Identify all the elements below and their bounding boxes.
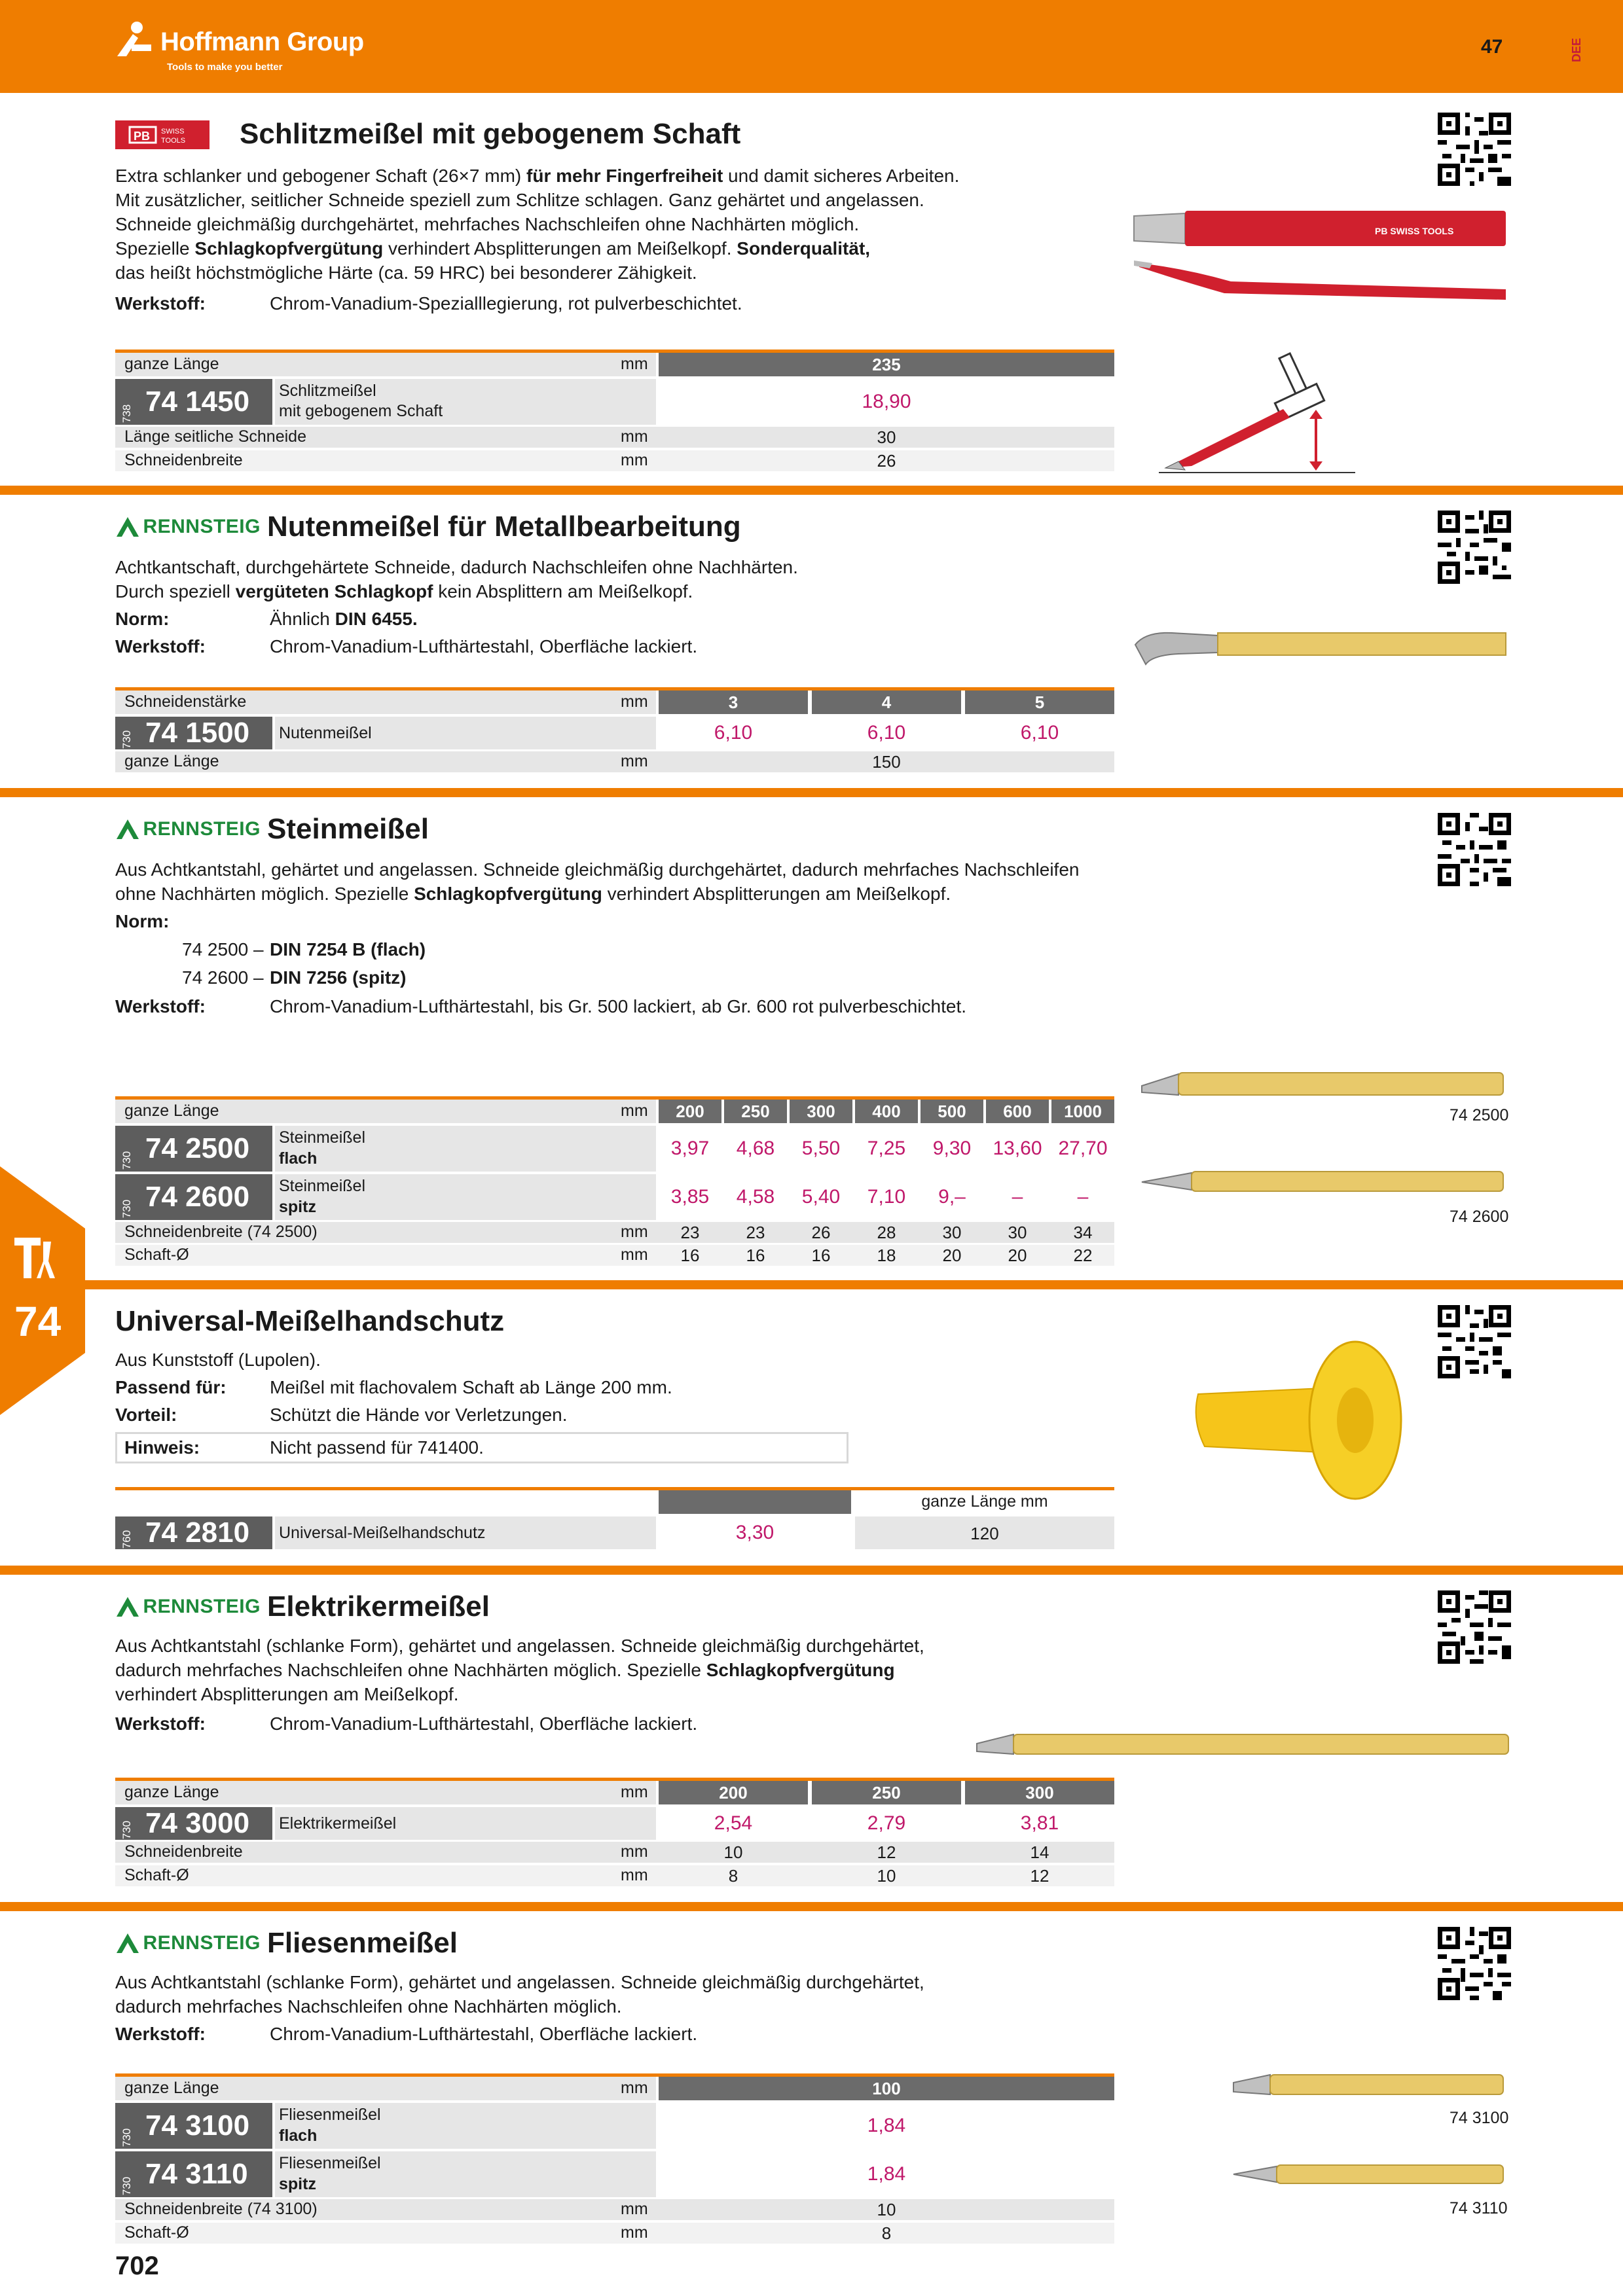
norm-value: Ähnlich DIN 6455. — [270, 609, 418, 629]
row-label: Schneidenbreite — [124, 1842, 243, 1861]
rennsteig-logo-icon — [115, 818, 140, 840]
language-code: DEE — [1570, 38, 1583, 63]
cell-value: 20 — [1008, 1246, 1027, 1265]
cell-value: 28 — [877, 1223, 896, 1242]
section-title-steinmeissel: Steinmeißel — [267, 813, 429, 845]
cell-value: 10 — [877, 1866, 896, 1886]
price: 2,79 — [867, 1812, 906, 1834]
article-number: 760 74 2810 — [115, 1516, 272, 1549]
row-unit: mm — [621, 1866, 648, 1884]
section-title-schlitzmeissel: Schlitzmeißel mit gebogenem Schaft — [240, 118, 741, 150]
article-number: 738 74 1450 — [115, 379, 272, 425]
price: 1,84 — [867, 2115, 906, 2136]
cell-value: 10 — [723, 1842, 743, 1862]
row-unit: mm — [621, 692, 648, 711]
norm-value: DIN 7256 (spitz) — [270, 967, 407, 988]
svg-text:SWISS: SWISS — [161, 128, 185, 135]
cell-value: 8 — [881, 2223, 892, 2243]
hinweis-value: Nicht passend für 741400. — [270, 1437, 484, 1458]
werkstoff-label: Werkstoff: — [115, 293, 206, 314]
cell-value: 16 — [811, 1246, 831, 1265]
section-separator — [0, 1902, 1623, 1911]
row-unit: mm — [621, 1842, 648, 1861]
article-number: 730 74 2600 — [115, 1174, 272, 1220]
size-header: 3 — [659, 691, 808, 714]
section-description: Aus Achtkantstahl, gehärtet und angelassen. Schneide gleichmäßig durchgehärtet, dadurch mehrfaches Nachschleifen ohne Nachhärten möglich. Spezielle Schlagkopfvergütung verhindert Absplitterungen am Meißelkopf. — [115, 859, 1080, 904]
article-name: Steinmeißel flach — [279, 1128, 365, 1168]
row-label: Schaft-Ø — [124, 1246, 189, 1264]
cell-value: 10 — [877, 2200, 896, 2219]
section-title-fliesenmeissel: Fliesenmeißel — [267, 1927, 458, 1959]
price: 13,60 — [993, 1138, 1042, 1159]
row-unit: mm — [621, 752, 648, 770]
row-label: Schneidenbreite — [124, 451, 243, 469]
size-header: 1000 — [1051, 1100, 1114, 1123]
brand-tagline: Tools to make you better — [167, 62, 283, 73]
section-description: Achtkantschaft, durchgehärtete Schneide, dadurch Nachschleifen ohne Nachhärten. Durch speziell vergüteten Schlagkopf kein Absplittern am Meißelkopf. — [115, 557, 798, 601]
row-unit: mm — [621, 1246, 648, 1264]
section-description: Aus Kunststoff (Lupolen). — [115, 1350, 321, 1370]
rennsteig-logo: RENNSTEIG — [115, 516, 261, 538]
price: 9,– — [938, 1186, 966, 1208]
row-label: ganze Länge — [124, 752, 219, 770]
cell-value: 12 — [1030, 1866, 1049, 1886]
image-label: 74 2600 — [1450, 1208, 1509, 1226]
row-unit: mm — [621, 1102, 648, 1120]
werkstoff-value: Chrom-Vanadium-Spezialllegierung, rot pulverbeschichtet. — [270, 293, 742, 314]
size-header: 300 — [965, 1781, 1114, 1804]
price: 7,10 — [867, 1186, 906, 1208]
qr-code-icon — [1438, 511, 1511, 584]
row-label: Schaft-Ø — [124, 2223, 189, 2242]
price: 3,81 — [1020, 1812, 1059, 1834]
price: 18,90 — [862, 391, 911, 412]
row-label: ganze Länge — [124, 355, 219, 373]
row-unit: mm — [621, 355, 648, 373]
cell-value: 30 — [877, 427, 896, 447]
image-label: 74 2500 — [1450, 1106, 1509, 1124]
hoffmann-logo-icon — [115, 18, 155, 59]
cell-value: 23 — [746, 1223, 765, 1242]
product-label: PB SWISS TOOLS — [1375, 226, 1454, 236]
svg-text:TOOLS: TOOLS — [161, 137, 186, 145]
hinweis-label: Hinweis: — [124, 1437, 200, 1458]
cell-value: 120 — [970, 1524, 999, 1543]
section-separator — [0, 788, 1623, 797]
cell-value: 150 — [872, 752, 901, 772]
row-unit: mm — [621, 427, 648, 446]
price: 27,70 — [1058, 1138, 1108, 1159]
cell-value: 30 — [942, 1223, 962, 1242]
section-description: Aus Achtkantstahl (schlanke Form), gehärtet und angelassen. Schneide gleichmäßig durchgehärtet, dadurch mehrfaches Nachschleifen ohne Nachhärten möglich. — [115, 1972, 924, 2017]
cell-value: 14 — [1030, 1842, 1049, 1862]
rennsteig-logo-icon — [115, 516, 140, 538]
cell-value: 8 — [728, 1866, 739, 1886]
article-number: 730 74 1500 — [115, 717, 272, 749]
row-label: Länge seitliche Schneide — [124, 427, 306, 446]
usage-diagram — [1159, 347, 1355, 478]
row-label: ganze Länge — [124, 1102, 219, 1120]
row-label: ganze Länge — [124, 2079, 219, 2097]
cell-value: 30 — [1008, 1223, 1027, 1242]
norm-value: DIN 7254 B (flach) — [270, 939, 426, 960]
price: 2,54 — [714, 1812, 753, 1834]
article-name: Universal-Meißelhandschutz — [279, 1524, 486, 1542]
cell-value: 18 — [877, 1246, 896, 1265]
row-unit: mm — [621, 1223, 648, 1241]
norm-label: Norm: — [115, 911, 170, 931]
section-separator — [0, 1280, 1623, 1289]
vorteil-value: Schützt die Hände vor Verletzungen. — [270, 1405, 568, 1425]
image-label: 74 3100 — [1450, 2109, 1509, 2127]
column-header: ganze Länge mm — [921, 1492, 1048, 1511]
product-image-schlitzmeissel — [1133, 203, 1512, 308]
image-label: 74 3110 — [1450, 2199, 1508, 2217]
size-header: 400 — [855, 1100, 918, 1123]
article-name: Fliesenmeißel spitz — [279, 2154, 381, 2193]
cell-value: 26 — [811, 1223, 831, 1242]
werkstoff-value: Chrom-Vanadium-Lufthärtestahl, Oberfläche lackiert. — [270, 1713, 698, 1734]
qr-code-icon — [1438, 113, 1511, 186]
price: 6,10 — [1020, 722, 1059, 744]
article-number: 730 74 3000 — [115, 1807, 272, 1840]
price: – — [1012, 1186, 1023, 1208]
cell-value: 16 — [680, 1246, 700, 1265]
price: 1,84 — [867, 2163, 906, 2185]
article-number: 730 74 3100 — [115, 2103, 272, 2149]
size-header: 300 — [790, 1100, 852, 1123]
rennsteig-logo: RENNSTEIG — [115, 1596, 261, 1618]
product-image-steinmeissel-flach — [1139, 1064, 1506, 1103]
qr-code-icon — [1438, 1590, 1511, 1664]
row-unit: mm — [621, 2079, 648, 2097]
article-name: Steinmeißel spitz — [279, 1177, 365, 1216]
qr-code-icon — [1438, 1927, 1511, 2000]
product-image-steinmeissel-spitz — [1139, 1165, 1506, 1198]
size-header: 500 — [921, 1100, 983, 1123]
page-number-top: 47 — [1481, 36, 1503, 58]
price: 5,50 — [801, 1138, 841, 1159]
article-name: Fliesenmeißel flach — [279, 2106, 381, 2145]
rennsteig-logo: RENNSTEIG — [115, 1932, 261, 1954]
werkstoff-value: Chrom-Vanadium-Lufthärtestahl, bis Gr. 500 lackiert, ab Gr. 600 rot pulverbeschichtet. — [270, 996, 966, 1016]
size-header: 600 — [986, 1100, 1049, 1123]
category-side-tab — [0, 1166, 85, 1415]
article-name: Nutenmeißel — [279, 724, 372, 742]
section-title-handschutz: Universal-Meißelhandschutz — [115, 1305, 505, 1337]
category-number: 74 — [14, 1298, 62, 1345]
size-header: 250 — [724, 1100, 787, 1123]
price: 3,97 — [670, 1138, 710, 1159]
product-image-fliesenmeissel-flach — [1231, 2068, 1506, 2101]
passend-value: Meißel mit flachovalem Schaft ab Länge 200 mm. — [270, 1377, 672, 1397]
size-header: 250 — [812, 1781, 961, 1804]
price: 7,25 — [867, 1138, 906, 1159]
price: 3,30 — [735, 1522, 775, 1543]
row-unit: mm — [621, 451, 648, 469]
product-image-handschutz — [1185, 1335, 1421, 1505]
price: 4,58 — [736, 1186, 775, 1208]
article-number: 730 74 3110 — [115, 2151, 272, 2197]
werkstoff-value: Chrom-Vanadium-Lufthärtestahl, Oberfläche lackiert. — [270, 636, 698, 656]
page-header — [0, 0, 1623, 93]
vorteil-label: Vorteil: — [115, 1405, 177, 1425]
size-header: 4 — [812, 691, 961, 714]
section-separator — [0, 1566, 1623, 1575]
cell-value: 16 — [746, 1246, 765, 1265]
size-header: 5 — [965, 691, 1114, 714]
row-unit: mm — [621, 2223, 648, 2242]
page-number: 702 — [115, 2251, 159, 2280]
row-label: Schneidenbreite (74 2500) — [124, 1223, 318, 1241]
price: 5,40 — [801, 1186, 841, 1208]
brand-name: Hoffmann Group — [160, 27, 364, 56]
qr-code-icon — [1438, 813, 1511, 886]
cell-value: 34 — [1073, 1223, 1093, 1242]
werkstoff-label: Werkstoff: — [115, 996, 206, 1016]
price: 6,10 — [714, 722, 753, 744]
length-header: 235 — [659, 353, 1114, 376]
werkstoff-label: Werkstoff: — [115, 636, 206, 656]
werkstoff-value: Chrom-Vanadium-Lufthärtestahl, Oberfläche lackiert. — [270, 2024, 698, 2044]
rennsteig-logo-icon — [115, 1596, 140, 1618]
section-separator — [0, 486, 1623, 495]
norm-article: 74 2600 – — [182, 967, 264, 988]
pb-swiss-tools-logo-icon — [115, 120, 210, 149]
svg-text:PB: PB — [134, 130, 151, 143]
werkstoff-label: Werkstoff: — [115, 1713, 206, 1734]
cell-value: 12 — [877, 1842, 896, 1862]
rennsteig-logo: RENNSTEIG — [115, 818, 261, 840]
article-name: Elektrikermeißel — [279, 1814, 397, 1833]
norm-label: Norm: — [115, 609, 170, 629]
pb-swiss-tools-logo — [115, 120, 210, 149]
size-header: 200 — [659, 1781, 808, 1804]
passend-label: Passend für: — [115, 1377, 227, 1397]
werkstoff-label: Werkstoff: — [115, 2024, 206, 2044]
tool-category-icon — [14, 1235, 65, 1286]
row-unit: mm — [621, 2200, 648, 2218]
norm-article: 74 2500 – — [182, 939, 264, 960]
price: – — [1077, 1186, 1089, 1208]
row-label: Schneidenstärke — [124, 692, 247, 711]
rennsteig-logo-icon — [115, 1932, 140, 1954]
length-header: 100 — [659, 2077, 1114, 2100]
product-image-nutenmeissel — [1133, 619, 1512, 671]
section-title-nutenmeissel: Nutenmeißel für Metallbearbeitung — [267, 511, 741, 543]
section-description: Aus Achtkantstahl (schlanke Form), gehärtet und angelassen. Schneide gleichmäßig durchgehärtet, dadurch mehrfaches Nachschleifen ohne Nachhärten möglich. Spezielle Schlagkopfvergütung verhindert Absplitterungen am Meißelkopf. — [115, 1636, 924, 1704]
row-label: Schneidenbreite (74 3100) — [124, 2200, 318, 2218]
article-name: Schlitzmeißel mit gebogenem Schaft — [279, 382, 443, 420]
article-number: 730 74 2500 — [115, 1126, 272, 1172]
row-label: ganze Länge — [124, 1783, 219, 1801]
cell-value: 26 — [877, 451, 896, 471]
cell-value: 23 — [680, 1223, 700, 1242]
section-title-elektrikermeissel: Elektrikermeißel — [267, 1590, 490, 1623]
cell-value: 22 — [1073, 1246, 1093, 1265]
row-label: Schaft-Ø — [124, 1866, 189, 1884]
price: 6,10 — [867, 722, 906, 744]
price: 9,30 — [932, 1138, 972, 1159]
qr-code-icon — [1438, 1305, 1511, 1378]
price: 3,85 — [670, 1186, 710, 1208]
cell-value: 20 — [942, 1246, 962, 1265]
size-header: 200 — [659, 1100, 721, 1123]
product-image-fliesenmeissel-spitz — [1231, 2160, 1506, 2189]
price: 4,68 — [736, 1138, 775, 1159]
product-image-elektrikermeissel — [974, 1728, 1511, 1761]
row-unit: mm — [621, 1783, 648, 1801]
section-description: Extra schlanker und gebogener Schaft (26×7 mm) für mehr Fingerfreiheit und damit sicheres Arbeiten. Mit zusätzlicher, seitlicher Schneide speziell zum Schlitze schlagen. Ganz gehärtet und angelassen. Schneide gleichmäßig durchgehärtet, mehrfaches Nachschleifen ohne Nachhärten möglich. Spezielle Schlagkopfvergütung verhindert Absplitterungen am Meißelkopf. Sonderqualität, das heißt höchstmögliche Härte (ca. 59 HRC) bei besonderer Zähigkeit. — [115, 166, 960, 283]
